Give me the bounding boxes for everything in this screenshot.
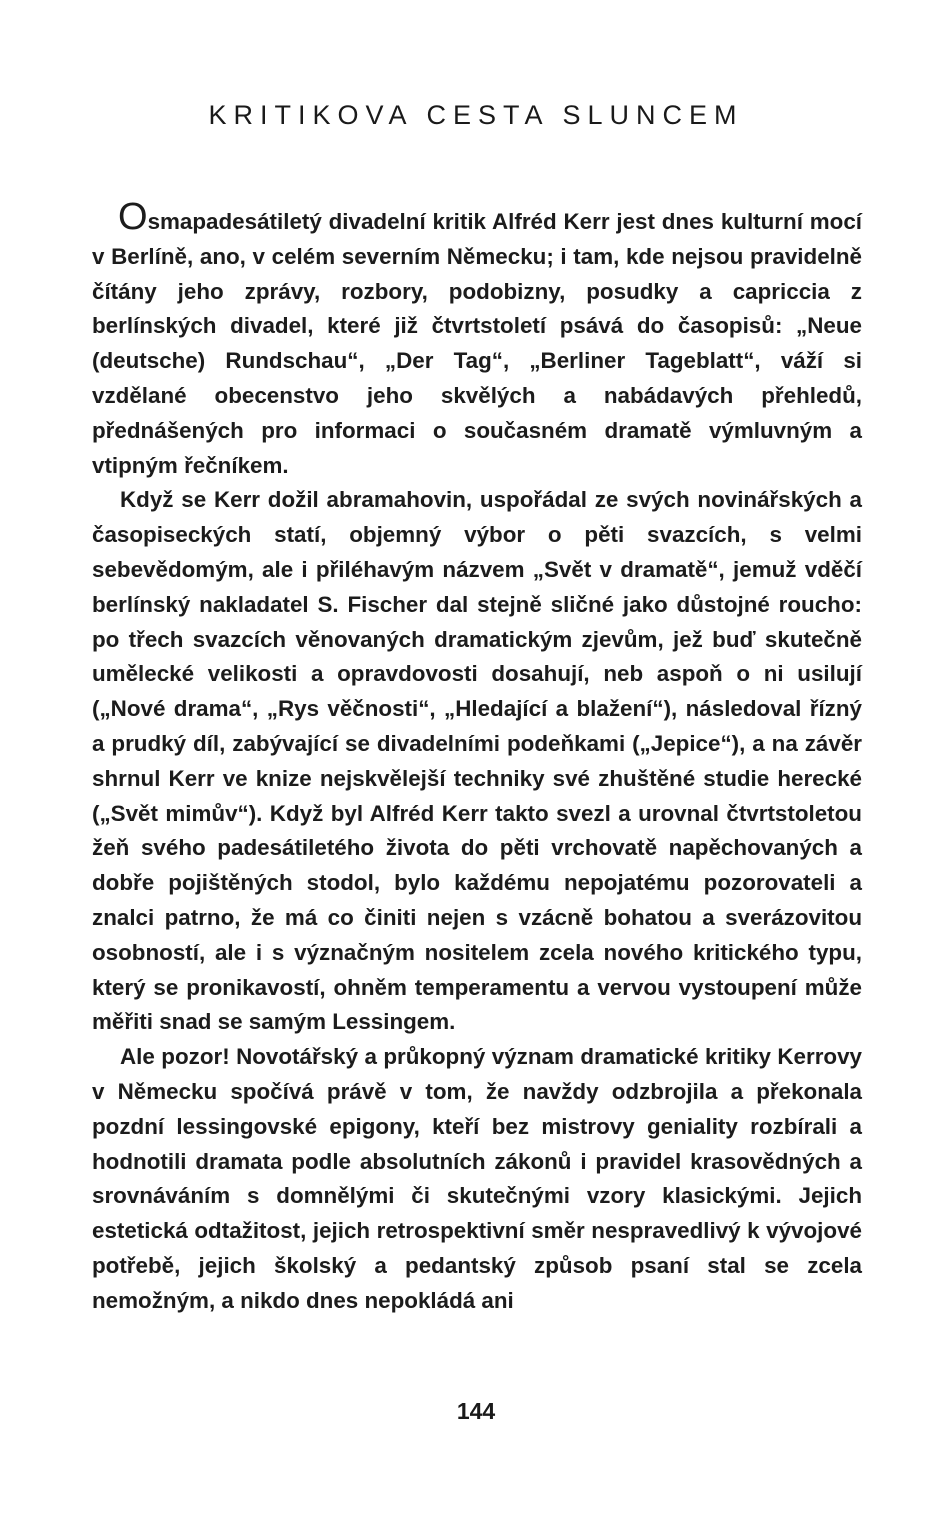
article-body [92,198,862,1319]
running-title: KRITIKOVA CESTA SLUNCEM [208,100,744,130]
drop-cap: O [118,196,148,238]
paragraph-1-text: smapadesátiletý divadelní kritik Alfréd Kerr jest dnes kulturní mocí v Berlíně, ano, v celém severním Německu; i tam, kde nejsou pravidelně čítány jeho zprávy, rozbory, podobizny, posudky a capriccia z berlínských divadel, které již čtvrtstoletí psává do časopisů: „Neue (deutsche) Rundschau“, „Der Tag“, „Berliner Tageblatt“, váží si vzdělané obecenstvo jeho skvělých a nabádavých přehledů, přednášených pro informaci o současném dramatě výmluvným a vtipným řečníkem. [92,209,862,478]
page-number: 144 [456,1398,496,1424]
paragraph-3 [92,1040,862,1318]
paragraph-2 [92,483,862,1040]
paragraph-3-text: Ale pozor! Novotářský a průkopný význam dramatické kritiky Kerrovy v Německu spočívá právě v tom, že navždy odzbrojila a překonala pozdní lessingovské epigony, kteří bez mistrovy geniality rozbírali a hodnotili dramata podle absolutních zákonů i pravidel krasovědných a srovnáváním s domnělými či skutečnými vzory klasickými. Jejich estetická odtažitost, jejich retrospektivní směr nespravedlivý k vývojové potřebě, jejich školský a pedantský způsob psaní stal se zcela nemožným, a nikdo dnes nepokládá ani [92,1044,862,1313]
paragraph-2-text: Když se Kerr dožil abramahovin, uspořádal ze svých novinářských a časopiseckých statí, objemný výbor o pěti svazcích, s velmi sebevědomým, ale i přiléhavým názvem „Svět v dramatě“, jemuž vděčí berlínský nakladatel S. Fischer dal stejně sličné jako důstojné roucho: po třech svazcích věnovaných dramatickým zjevům, jež buď skutečně umělecké velikosti a opravdovosti dosahují, neb aspoň o ni usilují („Nové drama“, „Rys věčnosti“, „Hledající a blažení“), následoval řízný a prudký díl, zabývající se divadelními podeňkami („Jepice“), a na závěr shrnul Kerr ve knize nejskvělejší techniky své zhuštěné studie herecké („Svět mimův“). Když byl Alfréd Kerr takto svezl a urovnal čtvrtstoletou žeň svého padesátiletého života do pěti vrchovatě napěchovaných a dobře pojištěných stodol, bylo každému nepojatému pozorovateli a znalci patrno, že má co činiti nejen s vzácně bohatou a sverázovitou osobností, ale i s význačným nositelem zcela nového kritického typu, který se pronikavostí, ohněm temperamentu a vervou vystoupení může měřiti snad se samým Lessingem. [92,487,862,1035]
paragraph-1 [92,198,862,483]
